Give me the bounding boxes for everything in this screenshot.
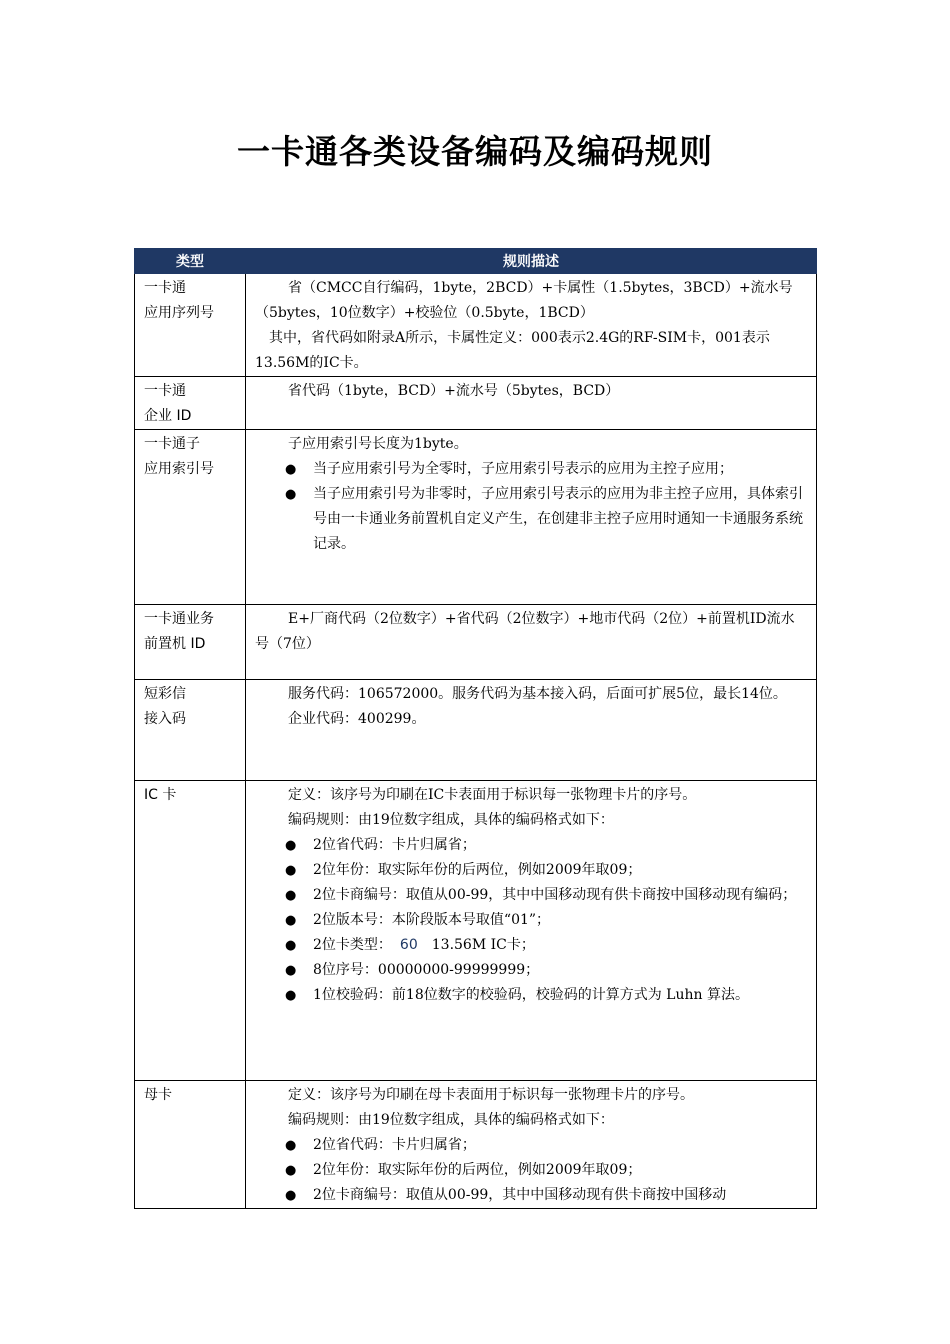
row-description-cell — [246, 680, 817, 781]
row-type-cell — [135, 1081, 246, 1209]
row-type-line: 短彩信 — [144, 686, 186, 702]
table-row — [135, 781, 817, 1081]
list-item: ● 当子应用索引号为全零时，子应用索引号表示的应用为主控子应用； — [255, 457, 808, 482]
row-description-cell — [246, 377, 817, 430]
row-type-cell — [135, 781, 246, 1081]
column-header-description: 规则描述 — [246, 249, 817, 274]
column-header-type: 类型 — [135, 249, 246, 274]
row-type-line: 一卡通业务 — [144, 611, 214, 627]
row-description-cell — [246, 274, 817, 377]
table-row — [135, 274, 817, 377]
table-row — [135, 1081, 817, 1209]
list-item: ● 2位省代码：卡片归属省； — [255, 833, 808, 858]
bullet-list — [255, 833, 808, 1008]
row-type-cell — [135, 605, 246, 680]
bullet-list — [255, 1133, 808, 1208]
encoding-rules-table — [134, 248, 817, 1209]
description-paragraph: 定义：该序号为印刷在母卡表面用于标识每一张物理卡片的序号。 — [288, 1087, 694, 1103]
card-type-code: 60 — [399, 937, 418, 953]
row-type-line: 应用序列号 — [144, 305, 214, 321]
list-item: ● 2位年份：取实际年份的后两位，例如2009年取09； — [255, 858, 808, 883]
description-paragraph: E+厂商代码（2位数字）+省代码（2位数字）+地市代码（2位）+前置机ID流水号（7位） — [255, 611, 795, 652]
row-type-line: 一卡通子 — [144, 436, 200, 452]
description-paragraph: 定义：该序号为印刷在IC卡表面用于标识每一张物理卡片的序号。 — [288, 787, 697, 803]
table-row — [135, 377, 817, 430]
row-type-cell — [135, 680, 246, 781]
bullet-list — [255, 457, 808, 557]
row-type-line: 应用索引号 — [144, 461, 214, 477]
row-description-cell — [246, 1081, 817, 1209]
table-row — [135, 430, 817, 605]
description-paragraph: 编码规则：由19位数字组成，具体的编码格式如下： — [288, 1112, 614, 1128]
row-type-cell — [135, 430, 246, 605]
list-item: ● 2位版本号：本阶段版本号取值“01”； — [255, 908, 808, 933]
card-type-description: 13.56M IC卡； — [431, 937, 535, 953]
document-title: 一卡通各类设备编码及编码规则 — [237, 132, 713, 171]
table-header-row — [135, 249, 817, 274]
row-type-line: 一卡通 — [144, 280, 186, 296]
table-row — [135, 605, 817, 680]
row-description-cell — [246, 781, 817, 1081]
list-item: ● 1位校验码：前18位数字的校验码，校验码的计算方式为 Luhn 算法。 — [255, 983, 808, 1008]
list-item-label: 2位卡类型： — [313, 937, 392, 953]
description-paragraph: 编码规则：由19位数字组成，具体的编码格式如下： — [288, 812, 614, 828]
description-paragraph: 省代码（1byte，BCD）+流水号（5bytes，BCD） — [288, 383, 620, 399]
description-paragraph: 服务代码：106572000。服务代码为基本接入码，后面可扩展5位，最长14位。 — [288, 686, 787, 702]
table-row — [135, 680, 817, 781]
list-item: ● 当子应用索引号为非零时，子应用索引号表示的应用为非主控子应用，具体索引号由一卡通业务前置机自定义产生，在创建非主控子应用时通知一卡通服务系统记录。 — [255, 482, 808, 557]
list-item: ● 2位卡商编号：取值从00-99，其中中国移动现有供卡商按中国移动 — [255, 1183, 808, 1208]
row-type-line: 母卡 — [144, 1087, 172, 1103]
list-item: ● 2位卡商编号：取值从00-99，其中中国移动现有供卡商按中国移动现有编码； — [255, 883, 808, 908]
description-paragraph: 企业代码：400299。 — [288, 711, 426, 727]
list-item: ● 2位省代码：卡片归属省； — [255, 1133, 808, 1158]
description-paragraph: 省（CMCC自行编码，1byte，2BCD）+卡属性（1.5bytes，3BCD）+流水号（5bytes，10位数字）+校验位（0.5byte，1BCD） — [255, 280, 793, 321]
row-type-line: IC 卡 — [144, 787, 177, 803]
row-description-cell — [246, 605, 817, 680]
row-type-line: 企业 ID — [144, 408, 192, 424]
row-description-cell — [246, 430, 817, 605]
description-paragraph: 其中，省代码如附录A所示，卡属性定义：000表示2.4G的RF-SIM卡，001表示13.56M的IC卡。 — [255, 330, 770, 371]
row-type-cell — [135, 377, 246, 430]
row-type-line: 前置机 ID — [144, 636, 206, 652]
list-item: ● 2位年份：取实际年份的后两位，例如2009年取09； — [255, 1158, 808, 1183]
row-type-line: 一卡通 — [144, 383, 186, 399]
row-type-line: 接入码 — [144, 711, 186, 727]
description-paragraph: 子应用索引号长度为1byte。 — [288, 436, 468, 452]
list-item: ● 8位序号：00000000-99999999； — [255, 958, 808, 983]
row-type-cell — [135, 274, 246, 377]
list-item — [255, 933, 808, 958]
